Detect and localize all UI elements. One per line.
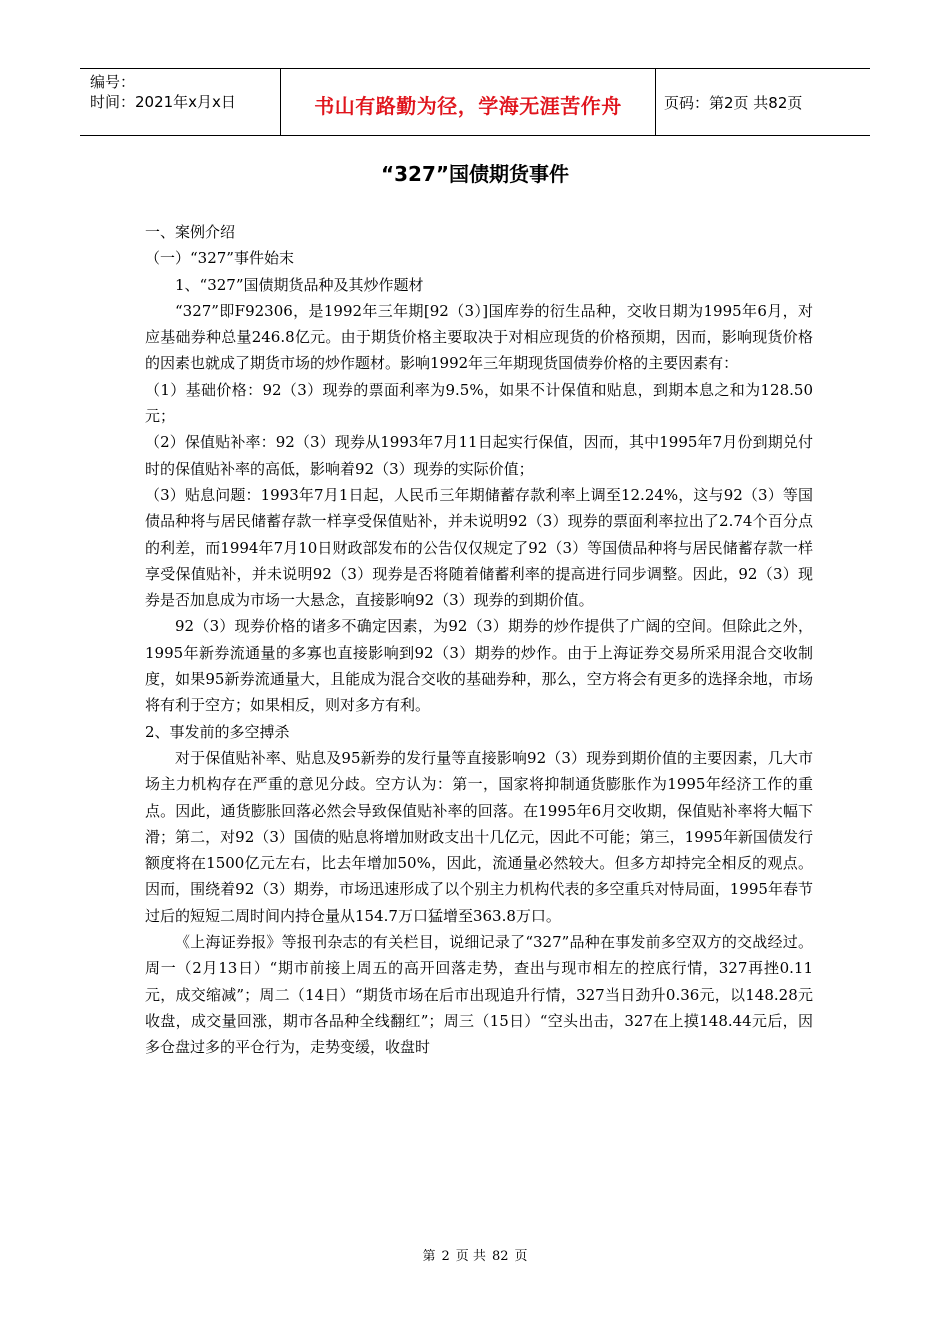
footer-prefix: 第 [422, 1249, 436, 1264]
section-heading: 一、案例介绍 [145, 223, 236, 241]
document-title: “327”国债期货事件 [380, 162, 570, 186]
body-paragraph: 《上海证券报》等报刊杂志的有关栏目，说细记录了“327”品种在事发前多空双方的交战经过。周一（2月13日）“期市前接上周五的高开回落走势，查出与现市相左的控底行情，327再挫0.11元，成交缩减”；周二（14日）“期货市场在后市出现追升行情，327当日劲升0.36元，以148.28元收盘，成交量回涨，期市各品种全线翻红”；周三（15日）“空头出击，327在上摸148.44元后，因多仓盘过多的平仓行为，走势变缓，收盘时 [145, 933, 813, 1057]
topic-heading: 1、“327”国债期货品种及其炒作题材 [175, 275, 424, 294]
body-list-item: （3）贴息问题：1993年7月1日起，人民币三年期储蓄存款利率上调至12.24%，这与92（3）等国债品种将与居民储蓄存款一样享受保值贴补，并未说明92（3）现券的票面利率拉出了2.74个百分点的利差，而1994年7月10日财政部发布的公告仅仅规定了92（3）等国债品种将与居民储蓄存款一样享受保值贴补，并未说明92（3）现券是否将随着储蓄利率的提高进行同步调整。因此，92（3）现券是否加息成为市场一大悬念，直接影响92（3）现券的到期价值。 [145, 485, 813, 610]
footer-suffix: 页 [514, 1249, 528, 1264]
body-paragraph: 92（3）现券价格的诸多不确定因素，为92（3）期券的炒作提供了广阔的空间。但除此之外，1995年新券流通量的多寡也直接影响到92（3）期券的炒作。由于上海证券交易所采用混合交收制度，如果95新券流通量大，且能成为混合交收的基础券种，那么，空方将会有更多的选择余地，市场将有利于空方；如果相反，则对多方有利。 [145, 617, 813, 715]
body-paragraph: 对于保值贴补率、贴息及95新券的发行量等直接影响92（3）现券到期价值的主要因素，几大市场主力机构存在严重的意见分歧。空方认为：第一，国家将抑制通货膨胀作为1995年经济工作的重点。因此，通货膨胀回落必然会导致保值贴补率的回落。在1995年6月交收期，保值贴补率将大幅下滑；第二，对92（3）国债的贴息将增加财政支出十几亿元，因此不可能；第三，1995年新国债发行额度将在1500亿元左右，比去年增加50%，因此，流通量必然较大。但多方却持完全相反的观点。因而，围绕着92（3）期券，市场迅速形成了以个别主力机构代表的多空重兵对恃局面，1995年春节过后的短短二周时间内持仓量从154.7万口猛增至363.8万口。 [145, 748, 813, 925]
body-list-item: （2）保值贴补率：92（3）现券从1993年7月11日起实行保值，因而，其中1995年7月份到期兑付时的保值贴补率的高低，影响着92（3）现券的实际价值； [145, 433, 813, 478]
footer-total-pages: 82 [491, 1249, 509, 1264]
page-footer [0, 1245, 950, 1264]
header-table [80, 68, 870, 136]
body-list-item: （1）基础价格：92（3）现券的票面利率为9.5%，如果不计保值和贴息，到期本息之和为128.50元； [145, 380, 813, 426]
header-page-info: 页码：第2页 共82页 [664, 93, 803, 112]
header-motto: 书山有路勤为径，学海无涯苦作舟 [281, 69, 656, 135]
body-paragraph: “327”即F92306，是1992年三年期[92（3）]国库券的衍生品种，交收日期为1995年6月，对应基础券种总量246.8亿元。由于期货价格主要取决于对相应现货的价格预期，因而，影响现货价格的因素也就成了期货市场的炒作题材。影响1992年三年期现货国债券价格的主要因素有： [145, 301, 813, 373]
footer-mid: 页 共 [455, 1249, 486, 1264]
document-time-label: 时间：2021年x月x日 [90, 93, 236, 111]
subsection-heading: （一）“327”事件始末 [145, 249, 294, 268]
footer-page-number: 2 [441, 1249, 450, 1264]
document-number-label: 编号： [90, 73, 136, 91]
document-body [145, 219, 813, 1061]
topic-heading: 2、事发前的多空搏杀 [145, 722, 290, 741]
header-meta-cell [80, 69, 281, 135]
